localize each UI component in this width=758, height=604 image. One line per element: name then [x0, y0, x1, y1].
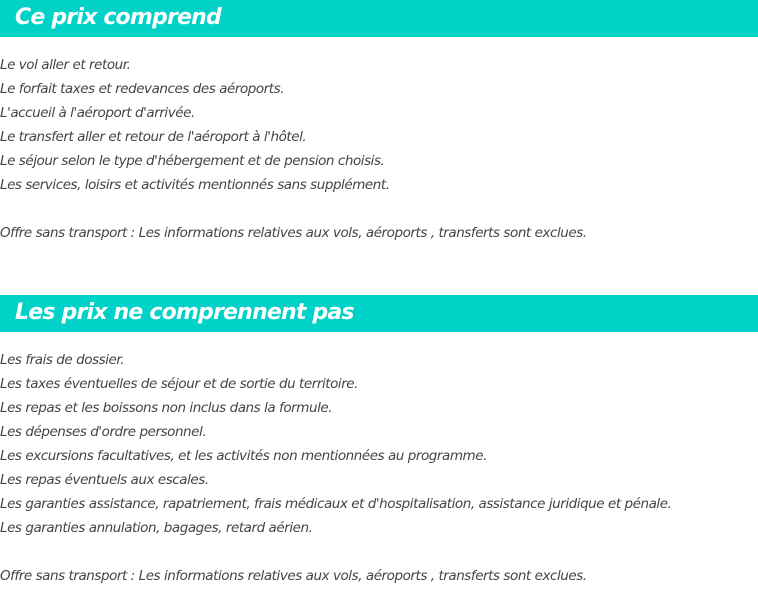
excluded-note: Offre sans transport : Les informations relatives aux vols, aéroports , transferts sont exclues.	[0, 568, 587, 584]
included-list	[0, 53, 758, 245]
included-item: Le forfait taxes et redevances des aéroports.	[0, 81, 285, 97]
included-item: Le vol aller et retour.	[0, 57, 131, 73]
spacer	[0, 540, 758, 564]
included-item: Le transfert aller et retour de l'aéroport à l'hôtel.	[0, 129, 307, 145]
excluded-item: Les repas et les boissons non inclus dans la formule.	[0, 400, 333, 416]
included-section-title: Ce prix comprend	[15, 5, 221, 30]
included-item: Le séjour selon le type d'hébergement et de pension choisis.	[0, 153, 385, 169]
excluded-item: Les garanties assistance, rapatriement, frais médicaux et d'hospitalisation, assistance juridique et pénale.	[0, 496, 672, 512]
excluded-item: Les excursions facultatives, et les activités non mentionnées au programme.	[0, 448, 487, 464]
included-section-header	[0, 0, 758, 37]
excluded-item: Les repas éventuels aux escales.	[0, 472, 209, 488]
excluded-list	[0, 348, 758, 588]
excluded-item: Les frais de dossier.	[0, 352, 125, 368]
excluded-item: Les taxes éventuelles de séjour et de sortie du territoire.	[0, 376, 359, 392]
excluded-item: Les dépenses d'ordre personnel.	[0, 424, 207, 440]
included-item: Les services, loisirs et activités mentionnés sans supplément.	[0, 177, 390, 193]
included-note: Offre sans transport : Les informations relatives aux vols, aéroports , transferts sont exclues.	[0, 225, 587, 241]
excluded-item: Les garanties annulation, bagages, retard aérien.	[0, 520, 313, 536]
excluded-section-header	[0, 295, 758, 332]
excluded-section-title: Les prix ne comprennent pas	[15, 300, 354, 325]
included-item: L'accueil à l'aéroport d'arrivée.	[0, 105, 195, 121]
spacer	[0, 197, 758, 221]
